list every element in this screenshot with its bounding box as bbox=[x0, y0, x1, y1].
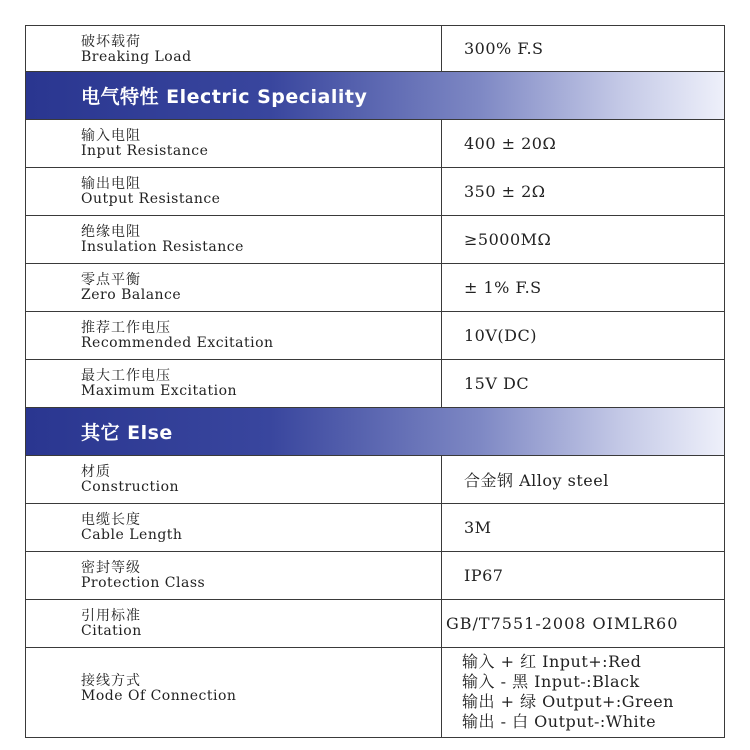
label-en: Input Resistance bbox=[81, 143, 209, 159]
label-cn: 破坏载荷 bbox=[81, 34, 141, 50]
label-en: Protection Class bbox=[81, 575, 206, 591]
spec-row-recommended-excitation bbox=[25, 312, 725, 360]
spec-row-connection bbox=[25, 648, 725, 738]
spec-label bbox=[26, 648, 442, 737]
section-header-electric: 电气特性 Electric Speciality bbox=[25, 72, 725, 120]
label-en: Recommended Excitation bbox=[81, 335, 274, 351]
spec-row-cable-length bbox=[25, 504, 725, 552]
spec-value: 合金钢 Alloy steel bbox=[464, 471, 609, 490]
label-en: Output Resistance bbox=[81, 191, 221, 207]
spec-row-output-resistance bbox=[25, 168, 725, 216]
spec-label bbox=[26, 312, 442, 359]
spec-label bbox=[26, 216, 442, 263]
spec-row-zero-balance bbox=[25, 264, 725, 312]
spec-label bbox=[26, 168, 442, 215]
label-cn: 零点平衡 bbox=[81, 272, 141, 288]
label-cn: 最大工作电压 bbox=[81, 368, 171, 384]
section-header-else: 其它 Else bbox=[25, 408, 725, 456]
label-en: Maximum Excitation bbox=[81, 383, 238, 399]
spec-value: 300% F.S bbox=[464, 39, 544, 58]
spec-value: IP67 bbox=[464, 566, 504, 585]
spec-value: 350 ± 2Ω bbox=[464, 182, 546, 201]
connection-line: 输出 - 白 Output-:White bbox=[462, 712, 657, 731]
label-cn: 材质 bbox=[81, 464, 111, 480]
spec-label bbox=[26, 120, 442, 167]
label-cn: 接线方式 bbox=[81, 673, 141, 689]
spec-label bbox=[26, 504, 442, 551]
label-en: Zero Balance bbox=[81, 287, 182, 303]
spec-label bbox=[26, 600, 442, 647]
spec-label bbox=[26, 456, 442, 503]
label-en: Cable Length bbox=[81, 527, 183, 543]
spec-value: 3M bbox=[464, 518, 492, 537]
spec-value: 10V(DC) bbox=[464, 326, 537, 345]
spec-row-insulation-resistance bbox=[25, 216, 725, 264]
spec-value: ≥5000MΩ bbox=[464, 230, 552, 249]
label-cn: 推荐工作电压 bbox=[81, 320, 171, 336]
connection-line: 输入 + 红 Input+:Red bbox=[462, 652, 642, 671]
connection-line: 输出 + 绿 Output+:Green bbox=[462, 692, 674, 711]
label-en: Citation bbox=[81, 623, 142, 639]
label-cn: 输出电阻 bbox=[81, 176, 141, 192]
spec-value: GB/T7551-2008 OIMLR60 bbox=[446, 614, 679, 633]
spec-row-construction bbox=[25, 456, 725, 504]
spec-value: ± 1% F.S bbox=[464, 278, 542, 297]
label-en: Insulation Resistance bbox=[81, 239, 244, 255]
spec-label bbox=[26, 26, 442, 71]
spec-row-input-resistance bbox=[25, 120, 725, 168]
spec-row-protection-class bbox=[25, 552, 725, 600]
spec-table bbox=[25, 25, 725, 738]
label-cn: 绝缘电阻 bbox=[81, 224, 141, 240]
spec-row-citation bbox=[25, 600, 725, 648]
spec-label bbox=[26, 360, 442, 407]
spec-row-maximum-excitation bbox=[25, 360, 725, 408]
label-en: Mode Of Connection bbox=[81, 688, 237, 704]
spec-row-breaking-load bbox=[25, 25, 725, 72]
label-cn: 引用标准 bbox=[81, 608, 141, 624]
label-cn: 密封等级 bbox=[81, 560, 141, 576]
spec-value: 400 ± 20Ω bbox=[464, 134, 557, 153]
label-cn: 电缆长度 bbox=[81, 512, 141, 528]
label-en: Construction bbox=[81, 479, 180, 495]
spec-label bbox=[26, 552, 442, 599]
label-cn: 输入电阻 bbox=[81, 128, 141, 144]
label-en: Breaking Load bbox=[81, 49, 192, 65]
connection-lines bbox=[442, 648, 724, 737]
spec-value: 15V DC bbox=[464, 374, 530, 393]
spec-label bbox=[26, 264, 442, 311]
connection-line: 输入 - 黑 Input-:Black bbox=[462, 672, 640, 691]
